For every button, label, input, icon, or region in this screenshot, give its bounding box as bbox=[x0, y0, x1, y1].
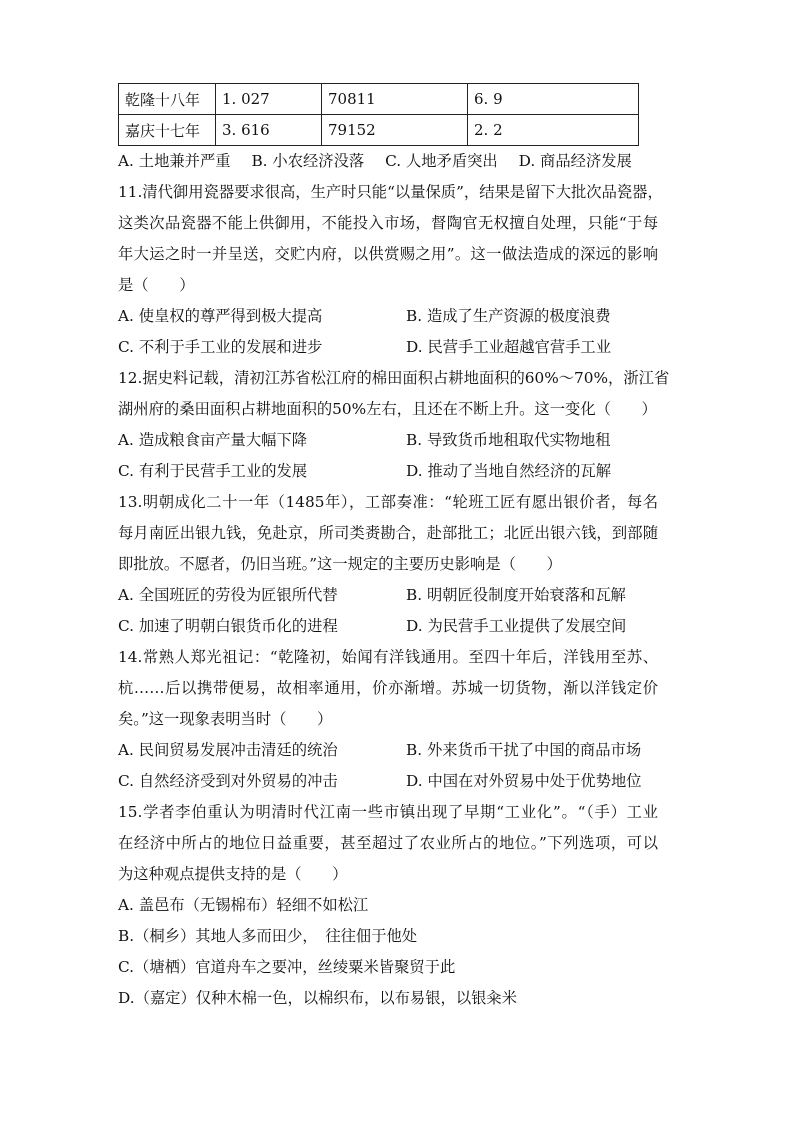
option-d: D. 商品经济发展 bbox=[518, 152, 632, 170]
option-a: A. 全国班匠的劳役为匠银所代替 bbox=[118, 586, 338, 604]
option-d: D. 为民营手工业提供了发展空间 bbox=[406, 617, 627, 635]
option-b: B. 造成了生产资源的极度浪费 bbox=[406, 307, 611, 325]
question-text-line: 在经济中所占的地位日益重要，甚至超过了农业所占的地位。”下列选项，可以 bbox=[118, 834, 658, 852]
question-text-line: 12.据史料记载，清初江苏省松江府的棉田面积占耕地面积的60%～70%，浙江省 bbox=[118, 369, 670, 387]
options-row bbox=[118, 580, 658, 611]
option-c: C.（塘栖）官道舟车之要冲，丝绫粟米皆聚贸于此 bbox=[118, 958, 456, 976]
option-d: D. 民营手工业超越官营手工业 bbox=[406, 338, 612, 356]
question-text-line: 11.清代御用瓷器要求很高，生产时只能“以量保质”，结果是留下大批次品瓷器， bbox=[118, 183, 663, 201]
option-c: C. 不利于手工业的发展和进步 bbox=[118, 338, 323, 356]
question-text-line: 这类次品瓷器不能上供御用，不能投入市场，督陶官无权擅自处理，只能“于每 bbox=[118, 214, 658, 232]
options-row bbox=[118, 735, 658, 766]
table-cell: 2. 2 bbox=[468, 115, 639, 146]
question-11 bbox=[118, 177, 663, 363]
option-b: B.（桐乡）其地人多而田少， 往往佃于他处 bbox=[118, 927, 418, 945]
option-b: B. 小农经济没落 bbox=[251, 152, 365, 170]
question-content bbox=[118, 146, 670, 1014]
option-a: A. 民间贸易发展冲击清廷的统治 bbox=[118, 741, 338, 759]
question-13 bbox=[118, 487, 658, 642]
table-cell: 3. 616 bbox=[216, 115, 322, 146]
question-text-line: 杭……后以携带便易，故相率通用，价亦渐增。苏城一切货物，渐以洋钱定价 bbox=[118, 679, 658, 697]
option-a: A. 造成粮食亩产量大幅下降 bbox=[118, 431, 308, 449]
question-text-line: 15.学者李伯重认为明清时代江南一些市镇出现了早期“工业化”。“（手）工业 bbox=[118, 803, 658, 821]
option-d: D. 中国在对外贸易中处于优势地位 bbox=[406, 772, 642, 790]
option-a: A. 土地兼并严重 bbox=[118, 152, 231, 170]
table-cell: 70811 bbox=[322, 84, 468, 115]
option-d: D. 推动了当地自然经济的瓦解 bbox=[406, 462, 612, 480]
question-text-line: 13.明朝成化二十一年（1485年），工部奏准：“轮班工匠有愿出银价者，每名 bbox=[118, 493, 658, 511]
options-row bbox=[118, 425, 658, 456]
option-b: B. 明朝匠役制度开始衰落和瓦解 bbox=[406, 586, 626, 604]
question-text-line: 是（ ） bbox=[118, 276, 195, 294]
options-row bbox=[118, 611, 658, 642]
question-text-line: 湖州府的桑田面积占耕地面积的50%左右，且还在不断上升。这一变化（ ） bbox=[118, 400, 657, 418]
option-c: C. 加速了明朝白银货币化的进程 bbox=[118, 617, 338, 635]
option-c: C. 人地矛盾突出 bbox=[385, 152, 498, 170]
options-row bbox=[118, 456, 658, 487]
question-text-line: 矣。”这一现象表明当时（ ） bbox=[118, 710, 333, 728]
q10-options bbox=[118, 146, 658, 177]
question-text-line: 为这种观点提供支持的是（ ） bbox=[118, 865, 348, 883]
table-row bbox=[119, 115, 639, 146]
table-row bbox=[119, 84, 639, 115]
table-cell: 1. 027 bbox=[216, 84, 322, 115]
option-c: C. 自然经济受到对外贸易的冲击 bbox=[118, 772, 338, 790]
table-cell: 79152 bbox=[322, 115, 468, 146]
question-15 bbox=[118, 797, 658, 1014]
question-text-line: 每月南匠出银九钱，免赴京，所司类赉勘合，赴部批工；北匠出银六钱，到部随 bbox=[118, 524, 658, 542]
data-table bbox=[118, 83, 639, 146]
question-text-line: 14.常熟人郑光祖记：“乾隆初，始闻有洋钱通用。至四十年后，洋钱用至苏、 bbox=[118, 648, 658, 666]
table-cell: 乾隆十八年 bbox=[119, 84, 216, 115]
options-row bbox=[118, 301, 658, 332]
option-b: B. 导致货币地租取代实物地租 bbox=[406, 431, 611, 449]
option-c: C. 有利于民营手工业的发展 bbox=[118, 462, 308, 480]
option-b: B. 外来货币干扰了中国的商品市场 bbox=[406, 741, 642, 759]
question-text-line: 即批放。不愿者，仍旧当班。”这一规定的主要历史影响是（ ） bbox=[118, 555, 562, 573]
option-a: A. 盖邑布（无锡棉布）轻细不如松江 bbox=[118, 896, 369, 914]
option-d: D.（嘉定）仅种木棉一色，以棉织布，以布易银，以银籴米 bbox=[118, 989, 518, 1007]
options-row bbox=[118, 766, 658, 797]
question-12 bbox=[118, 363, 670, 487]
options-row bbox=[118, 332, 658, 363]
table-cell: 嘉庆十七年 bbox=[119, 115, 216, 146]
table-cell: 6. 9 bbox=[468, 84, 639, 115]
question-text-line: 年大运之时一并呈送，交贮内府，以供赏赐之用”。这一做法造成的深远的影响 bbox=[118, 245, 658, 263]
option-a: A. 使皇权的尊严得到极大提高 bbox=[118, 307, 323, 325]
question-14 bbox=[118, 642, 658, 797]
